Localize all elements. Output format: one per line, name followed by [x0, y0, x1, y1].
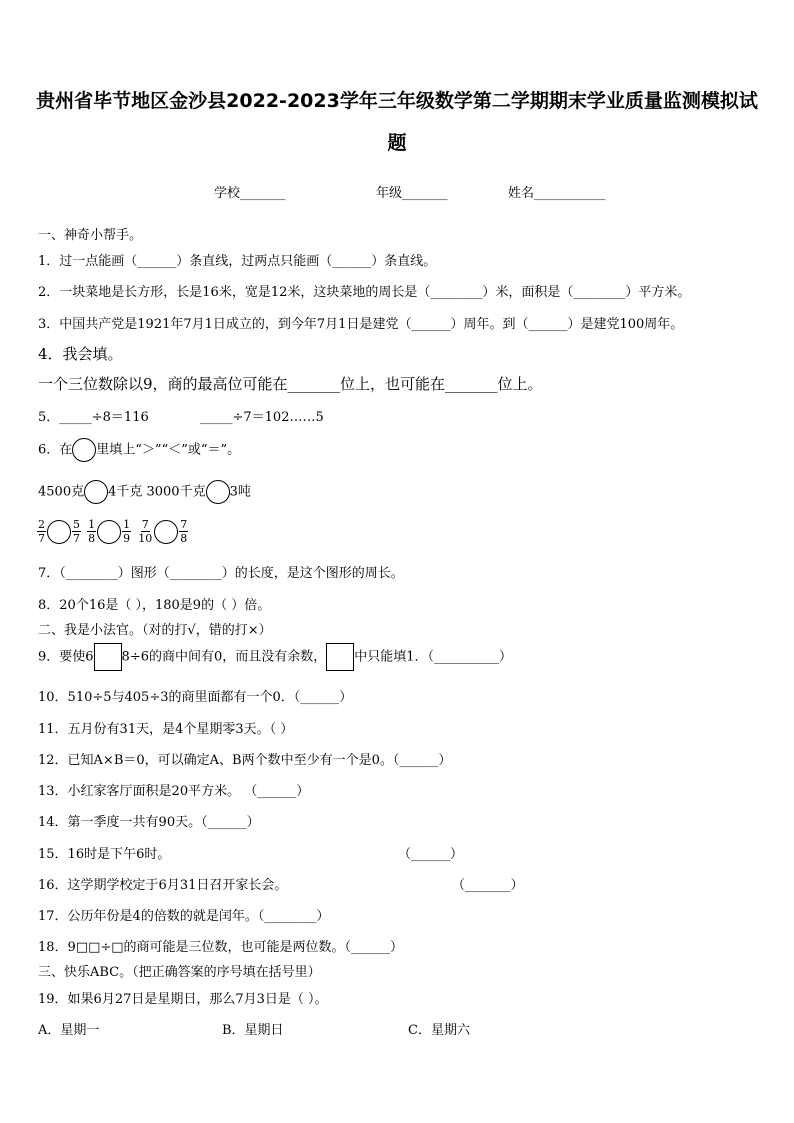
digit-box[interactable] — [94, 643, 122, 671]
mass-3t: 3吨 — [229, 484, 251, 500]
compare-circle[interactable] — [47, 520, 71, 544]
question-4-body: 一个三位数除以9，商的最高位可能在_______位上，也可能在_______位上。 — [38, 375, 543, 393]
option-a: A．星期一 — [38, 1023, 100, 1038]
mass-4500g: 4500克 — [38, 484, 85, 500]
question-14: 14．第一季度一共有90天。（______） — [38, 815, 260, 830]
fraction-7-10: $\frac{7}{10}$ — [138, 518, 153, 545]
fraction-1-9: $\frac{1}{9}$ — [123, 518, 131, 545]
page-title-line1: 贵州省毕节地区金沙县2022-2023学年三年级数学第二学期期末学业质量监测模拟试 — [36, 90, 758, 112]
option-c: C．星期六 — [408, 1023, 470, 1038]
question-15-answer: （______） — [398, 847, 464, 862]
digit-box[interactable] — [326, 643, 354, 671]
mass-4kg-3000kg: 4千克 3000千克 — [108, 484, 206, 500]
question-6-row-2 — [36, 518, 189, 545]
section-3-heading: 三、快乐ABC。（把正确答案的序号填在括号里） — [38, 965, 321, 980]
grade-field: 年级_______ — [376, 186, 448, 201]
compare-circle[interactable] — [154, 520, 178, 544]
question-15: 15．16时是下午6时。 — [38, 847, 171, 862]
school-field: 学校_______ — [214, 186, 286, 201]
compare-circle[interactable] — [84, 480, 108, 504]
question-5a: 5．_____÷8＝116 — [38, 410, 149, 425]
question-13: 13．小红家客厅面积是20平方米。 （______） — [38, 784, 310, 799]
question-6-row-1 — [38, 480, 251, 504]
question-2: 2．一块菜地是长方形，长是16米，宽是12米，这块菜地的周长是（________）米，面积是（________）平方米。 — [38, 285, 691, 300]
question-12: 12．已知A×B＝0，可以确定A、B两个数中至少有一个是0。（______） — [38, 753, 452, 768]
question-18: 18．9□□÷□的商可能是三位数，也可能是两位数。（______） — [38, 940, 404, 955]
question-8: 8．20个16是（ ），180是9的（ ）倍。 — [38, 598, 271, 613]
question-9-part-b: 8÷6的商中间有0，而且没有余数， — [121, 649, 327, 665]
section-2-heading: 二、我是小法官。（对的打√，错的打×） — [38, 623, 272, 638]
fraction-1-8: $\frac{1}{8}$ — [88, 518, 96, 545]
question-3: 3．中国共产党是1921年7月1日成立的，到今年7月1日是建党（______）周年。到（______）是建党100周年。 — [38, 317, 684, 332]
compare-circle[interactable] — [97, 520, 121, 544]
name-field: 姓名___________ — [508, 186, 606, 201]
question-6-prefix: 6．在 — [38, 442, 73, 458]
option-b: B．星期日 — [222, 1023, 284, 1038]
fraction-7-8: $\frac{7}{8}$ — [180, 518, 188, 545]
question-9-part-a: 9．要使6 — [38, 649, 94, 665]
question-6 — [38, 438, 240, 462]
question-19: 19．如果6月27日是星期日，那么7月3日是（ ）。 — [38, 992, 328, 1007]
fraction-2-7: $\frac{2}{7}$ — [38, 518, 45, 545]
fraction-5-7: $\frac{5}{7}$ — [73, 518, 80, 545]
question-1: 1．过一点能画（______）条直线，过两点只能画（______）条直线。 — [38, 254, 437, 269]
question-7: 7．（________）图形（________）的长度，是这个图形的周长。 — [38, 566, 404, 581]
question-10: 10．510÷5与405÷3的商里面都有一个0．（______） — [38, 690, 353, 705]
compare-circle[interactable] — [206, 480, 230, 504]
question-9 — [38, 643, 512, 671]
question-4-heading: 4．我会填。 — [38, 345, 123, 363]
question-11: 11．五月份有31天，是4个星期零3天。（ ） — [38, 722, 294, 737]
section-1-heading: 一、神奇小帮手。 — [38, 228, 143, 243]
question-17: 17．公历年份是4的倍数的就是闰年。（________） — [38, 909, 330, 924]
question-6-instruction: 里填上“＞”“＜”或“＝”。 — [96, 442, 241, 458]
compare-circle[interactable] — [72, 438, 96, 462]
question-5b: _____÷7＝102……5 — [200, 410, 324, 425]
question-9-part-c: 中只能填1．（__________） — [354, 649, 513, 665]
question-16-answer: （_______） — [452, 878, 524, 893]
question-16: 16．这学期学校定于6月31日召开家长会。 — [38, 878, 288, 893]
page-title-line2: 题 — [387, 132, 407, 154]
